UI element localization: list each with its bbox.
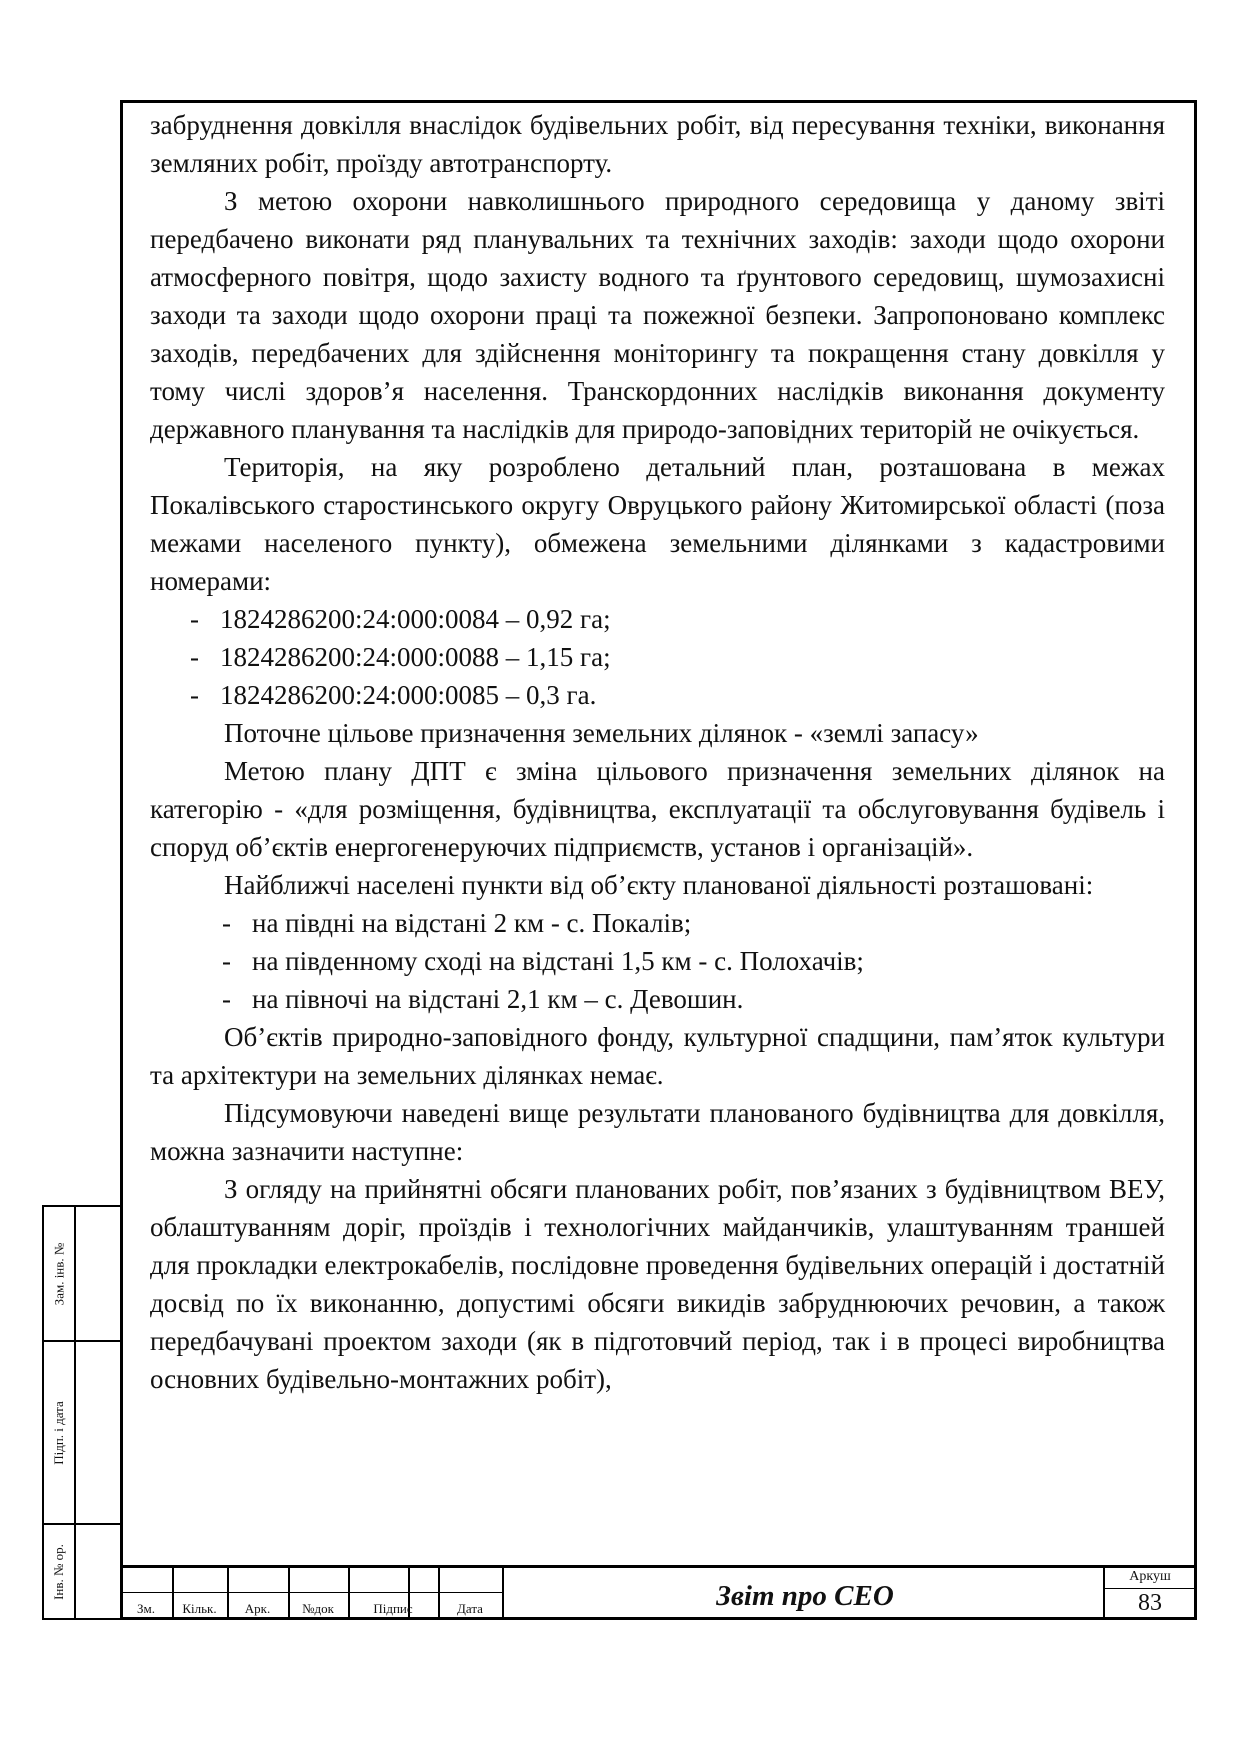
list-item: - 1824286200:24:000:0084 – 0,92 га; bbox=[190, 604, 611, 634]
list-item: - 1824286200:24:000:0085 – 0,3 га. bbox=[190, 680, 597, 710]
list-item: - на півночі на відстані 2,1 км – с. Девошин. bbox=[222, 984, 744, 1014]
side-label-pidp: Підп. і дата bbox=[51, 1400, 66, 1465]
settlement-list bbox=[150, 904, 1165, 1018]
side-cell-zam bbox=[42, 1205, 120, 1342]
paragraph-4: Поточне цільове призначення земельних ділянок - «землі запасу» bbox=[224, 718, 979, 748]
paragraph-2: З метою охорони навколишнього природного середовища у даному звіті передбачено виконати ряд планувальних та технічних заходів: заходи щодо охорони атмосферного повітря, щодо захисту водного та ґрунтового середовищ, шумозахисні заходи та заходи щодо охорони праці та пожежної безпеки. Запропоновано комплекс заходів, передбачених для здійснення моніторингу та покращення стану довкілля у тому числі здоров’я населення. Транскордонних наслідків виконання документу державного планування та наслідків для природо-заповідних територій не очікується. bbox=[150, 186, 1165, 444]
paragraph-5: Метою плану ДПТ є зміна цільового призначення земельних ділянок на категорію - «для розміщення, будівництва, експлуатації та обслуговування будівель і споруд об’єктів енергогенеруючих підприємств, установ і організацій». bbox=[150, 756, 1165, 862]
header-ark: Арк. bbox=[244, 1601, 271, 1616]
list-item: - 1824286200:24:000:0088 – 1,15 га; bbox=[190, 642, 611, 672]
side-cell-inv bbox=[42, 1523, 120, 1620]
title-block bbox=[120, 1565, 1197, 1620]
header-data: Дата bbox=[457, 1601, 483, 1616]
header-pidpys: Підпис bbox=[373, 1601, 413, 1616]
parcel-list bbox=[150, 600, 1165, 714]
paragraph-1: забруднення довкілля внаслідок будівельних робіт, від пересування техніки, виконання земляних робіт, проїзду автотранспорту. bbox=[150, 110, 1165, 178]
paragraph-8: Підсумовуючи наведені вище результати планованого будівництва для довкілля, можна зазначити наступне: bbox=[150, 1098, 1165, 1166]
list-item: - на південному сході на відстані 1,5 км - с. Полохачів; bbox=[222, 946, 864, 976]
paragraph-7: Об’єктів природно-заповідного фонду, культурної спадщини, пам’яток культури та архітектури на земельних ділянках немає. bbox=[150, 1022, 1165, 1090]
side-strip bbox=[42, 1205, 120, 1620]
side-label-inv: Інв. № ор. bbox=[51, 1543, 67, 1600]
side-label-zam: Зам. інв. № bbox=[51, 1242, 66, 1305]
list-item: - на півдні на відстані 2 км - с. Покалів; bbox=[222, 908, 692, 938]
header-zm: Зм. bbox=[137, 1601, 155, 1616]
side-cell-pidp bbox=[42, 1340, 120, 1525]
sheet-label: Аркуш bbox=[1129, 1569, 1171, 1584]
paragraph-3: Територія, на яку розроблено детальний план, розташована в межах Покалівського старостинського округу Овруцького району Житомирської області (поза межами населеного пункту), обмежена земельними ділянками з кадастровими номерами: bbox=[150, 452, 1165, 596]
paragraph-9: З огляду на прийнятні обсяги планованих робіт, пов’язаних з будівництвом ВЕУ, облаштуванням доріг, проїздів і технологічних майданчиків, улаштуванням траншей для прокладки електрокабелів, послідовне проведення будівельних операцій і достатній досвід по їх виконанню, допустимі обсяги викидів забруднюючих речовин, а також передбачувані проектом заходи (як в підготовчий період, так і в процесі виробництва основних будівельно-монтажних робіт), bbox=[150, 1174, 1165, 1394]
paragraph-6: Найближчі населені пункти від об’єкту планованої діяльності розташовані: bbox=[224, 870, 1094, 900]
header-ndok: №док bbox=[302, 1601, 334, 1616]
document-body bbox=[150, 106, 1165, 1398]
document-title: Звіт про СЕО bbox=[716, 1580, 894, 1612]
header-kilk: Кільк. bbox=[182, 1601, 217, 1616]
page-number: 83 bbox=[1138, 1590, 1162, 1616]
